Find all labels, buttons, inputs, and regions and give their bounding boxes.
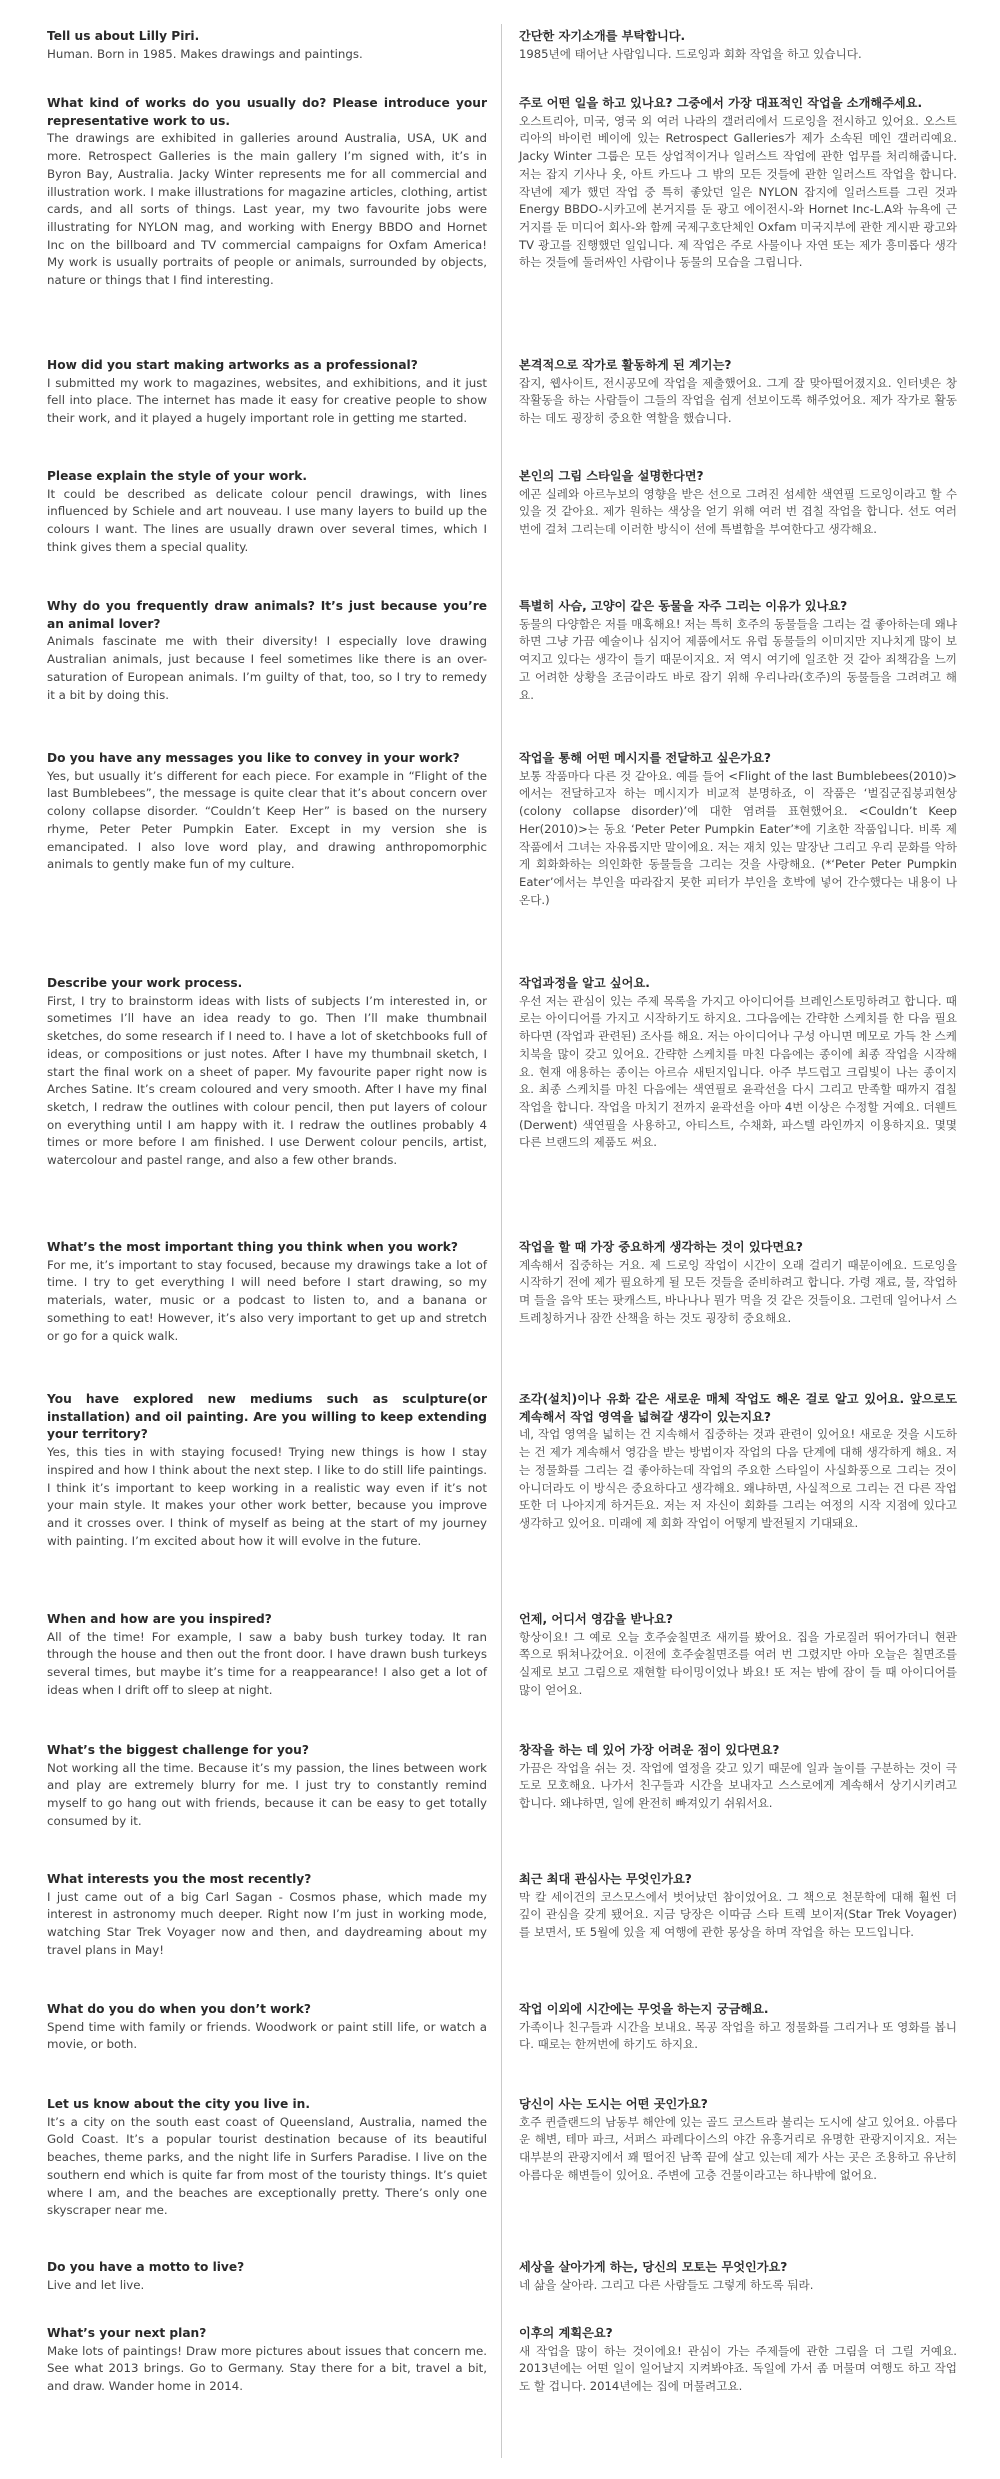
english-column — [47, 95, 487, 290]
answer-ko: 보통 작품마다 다른 것 같아요. 예를 들어 <Flight of the last Bumblebees(2010)>에서는 전달하고자 하는 메시지가 비교적 분명하죠, 이 작품은 ‘벌집군집붕괴현상(colony collapse disorder)’에 대한 염려를 표현했어요. <Couldn’t Keep Her(2010)>는 동요 ‘Peter Peter Pumpkin Eater’*에 기초한 작품입니다. 비록 제 작품에서 그녀는 자유롭지만 말이에요. 저는 재치 있는 말장난 그리고 우리 문화를 악하게 회화화하는 의인화한 동물들을 그리는 것을 사랑해요. (*‘Peter Peter Pumpkin Eater’에서는 부인을 따라잡지 못한 피터가 부인을 호박에 넣어 간수했다는 내용이 나온다.) — [519, 768, 957, 907]
korean-column — [519, 95, 957, 272]
question-ko: 창작을 하는 데 있어 가장 어려운 점이 있다면요? — [519, 1743, 780, 1757]
korean-column — [519, 750, 957, 909]
korean-column — [519, 975, 957, 1152]
question-ko: 조각(설치)이나 유화 같은 새로운 매체 작업도 해온 걸로 알고 있어요. 앞으로도 계속해서 작업 영역을 넓혀갈 생각이 있는지요? — [519, 1392, 957, 1424]
question-en: Describe your work process. — [47, 976, 243, 990]
english-column — [47, 2096, 487, 2220]
korean-column — [519, 28, 957, 63]
answer-ko: 가족이나 친구들과 시간을 보내요. 목공 작업을 하고 정물화를 그리거나 또 영화를 봅니다. 때로는 한꺼번에 하기도 하지요. — [519, 2019, 957, 2052]
question-ko: 최근 최대 관심사는 무엇인가요? — [519, 1872, 692, 1886]
question-en: Please explain the style of your work. — [47, 469, 307, 483]
answer-en: Not working all the time. Because it’s my passion, the lines between work and play are extremely blurry for me. I just try to constantly remind myself to go hang out with friends, because it can be easy to get totally consumed by it. — [47, 1760, 487, 1828]
korean-column — [519, 2001, 957, 2054]
korean-column — [519, 1742, 957, 1813]
question-en: Tell us about Lilly Piri. — [47, 29, 200, 43]
question-ko: 작업을 할 때 가장 중요하게 생각하는 것이 있다면요? — [519, 1240, 804, 1254]
answer-ko: 1985년에 태어난 사람입니다. 드로잉과 회화 작업을 하고 있습니다. — [519, 46, 862, 61]
answer-en: Make lots of paintings! Draw more pictures about issues that concern me. See what 2013 brings. Go to Germany. Stay there for a bit, travel a bit, and draw. Wander home in 2014. — [47, 2343, 487, 2394]
english-column — [47, 1391, 487, 1550]
korean-column — [519, 2325, 957, 2396]
column-divider — [501, 24, 502, 2458]
answer-ko: 네, 작업 영역을 넓히는 건 지속해서 집중하는 것과 관련이 있어요! 새로운 것을 시도하는 건 제가 계속해서 영감을 받는 방법이자 작업의 다음 단계에 대해 생각하게 해요. 저는 정물화를 그리는 걸 좋아하는데 작업의 주요한 스타일이 사실화풍으로 그리는 것이 아니더라도 이 방식은 중요하다고 생각해요. 왜냐하면, 사실적으로 그리는 건 다른 작업 또한 더 나아지게 하거든요. 저는 저 자신이 회화를 그리는 여정의 시작 지점에 있다고 생각하고 있어요. 미래에 제 회화 작업이 어떻게 발전될지 기대돼요. — [519, 1427, 957, 1530]
english-column — [47, 1239, 487, 1345]
answer-en: Animals fascinate me with their diversity! I especially love drawing Australian animals, just because I feel sometimes like there is an over-saturation of European animals. I’m guilty of that, too, so I try to remedy it a bit by doing this. — [47, 634, 487, 702]
english-column — [47, 468, 487, 557]
english-column — [47, 750, 487, 874]
question-en: Why do you frequently draw animals? It’s just because you’re an animal lover? — [47, 599, 487, 631]
question-en: When and how are you inspired? — [47, 1612, 272, 1626]
answer-ko: 호주 퀸즐랜드의 남동부 해안에 있는 골드 코스트라 불리는 도시에 살고 있어요. 아름다운 해변, 테마 파크, 서퍼스 파레다이스의 야간 유흥거리로 유명한 관광지이지요. 저는 대부분의 관광지에서 꽤 떨어진 남쪽 끝에 살고 있는데 제가 사는 곳은 조용하고 유난히 아름다운 해변들이 있어요. 주변에 고층 건물이라고는 하나밖에 없어요. — [519, 2114, 957, 2182]
question-en: What do you do when you don’t work? — [47, 2002, 311, 2016]
korean-column — [519, 598, 957, 704]
question-en: What’s the most important thing you think when you work? — [47, 1240, 458, 1254]
question-ko: 간단한 자기소개를 부탁합니다. — [519, 29, 686, 43]
answer-ko: 잡지, 웹사이트, 전시공모에 작업을 제출했어요. 그게 잘 맞아떨어졌지요. 인터넷은 창작활동을 하는 사람들이 그들의 작업을 쉽게 선보이도록 해주었어요. 제가 작가로 활동하는 데도 굉장히 중요한 역할을 했습니다. — [519, 375, 957, 426]
answer-en: Yes, but usually it’s different for each piece. For example in “Flight of the last Bumblebees”, the message is quite clear that it’s about concern over colony collapse disorder. “Couldn’t Keep Her” is based on the nursery rhyme, Peter Peter Pumpkin Eater. Except in my version she is emancipated. I also love word play, and drawing anthropomorphic animals to gently make fun of my culture. — [47, 768, 487, 872]
english-column — [47, 28, 487, 63]
korean-column — [519, 1239, 957, 1328]
answer-ko: 가끔은 작업을 쉬는 것. 작업에 열정을 갖고 있기 때문에 일과 놀이를 구분하는 것이 극도로 모호해요. 나가서 친구들과 시간을 보내자고 스스로에게 계속해서 상기시키려고 합니다. 왜냐하면, 일에 완전히 빠져있기 쉬워서요. — [519, 1760, 957, 1811]
question-ko: 작업 이외에 시간에는 무엇을 하는지 궁금해요. — [519, 2002, 769, 2016]
answer-en: Yes, this ties in with staying focused! Trying new things is how I stay inspired and how I think about the next step. I like to do still life paintings. I think it’s important to keep working in a realistic way even if it’s not your main style. It makes your other work better, because you improve and it crosses over. I think of myself as being at the start of my journey with painting. I’m excited about how it will evolve in the future. — [47, 1445, 487, 1548]
question-ko: 본인의 그림 스타일을 설명한다면? — [519, 469, 704, 483]
answer-ko: 오스트리아, 미국, 영국 외 여러 나라의 갤러리에서 드로잉을 전시하고 있어요. 오스트리아의 바이런 베이에 있는 Retrospect Galleries가 제가 소속된 메인 갤러리예요. Jacky Winter 그룹은 모든 상업적이거나 일러스트 작업에 관한 업무를 처리해줍니다. 저는 잡지 기사나 옷, 아트 카드나 그 밖의 모든 것들에 관한 일러스트 작업을 합니다. 작년에 제가 했던 작업 중 특히 좋았던 일은 NYLON 잡지에 일러스트를 그린 것과 Energy BBDO-시카고에 본거지를 둔 광고 에이전시-와 Hornet Inc-L.A와 뉴욕에 근거지를 둔 미디어 회사-와 함께 국제구호단체인 Oxfam 미국지부에 관한 게시판 광고와 TV 광고를 진행했던 일입니다. 제 작업은 주로 사물이나 자연 또는 제가 흥미롭다 생각하는 것들에 둘러싸인 사람이나 동물의 모습을 그립니다. — [519, 113, 957, 270]
english-column — [47, 598, 487, 704]
question-ko: 작업을 통해 어떤 메시지를 전달하고 싶은가요? — [519, 751, 771, 765]
question-ko: 당신이 사는 도시는 어떤 곳인가요? — [519, 2097, 708, 2111]
question-ko: 세상을 살아가게 하는, 당신의 모토는 무엇인가요? — [519, 2260, 788, 2274]
english-column — [47, 1611, 487, 1700]
answer-en: First, I try to brainstorm ideas with lists of subjects I’m interested in, or sometimes I’ll have an idea ready to go. Then I’ll make thumbnail sketches, do some research if I need to. I have a lot of sketchbooks full of ideas, or compositions or just notes. After I have my thumbnail sketch, I start the final work on a sheet of paper. My favourite paper right now is Arches Satine. It’s cream coloured and very smooth. After I have my final sketch, I redraw the outlines with colour pencil, then put layers of colour on everything until I am happy with it. I redraw the outlines probably 4 times or more before I am finished. I use Derwent colour pencils, artist, watercolour and pastel range, and also a few other brands. — [47, 993, 487, 1168]
question-en: What interests you the most recently? — [47, 1872, 312, 1886]
answer-ko: 에곤 실레와 아르누보의 영향을 받은 선으로 그려진 섬세한 색연필 드로잉이라고 할 수 있을 것 같아요. 제가 원하는 색상을 얻기 위해 여러 번 겹칠 작업을 합니다. 선도 여러 번에 걸쳐 그리는데 이러한 방식이 선에 특별함을 부여한다고 생각해요. — [519, 486, 957, 537]
korean-column — [519, 1611, 957, 1700]
english-column — [47, 1742, 487, 1831]
answer-ko: 항상이요! 그 예로 오늘 호주숲칠면조 새끼를 봤어요. 집을 가로질러 뛰어가더니 현관 쪽으로 뛰쳐나갔어요. 이전에 호주숲칠면조를 여러 번 그렸지만 아마 오늘은 칠면조를 실제로 보고 그림으로 재현할 타이밍이었나 봐요! 또 저는 밤에 잠이 들 때 아이디어를 많이 얻어요. — [519, 1629, 957, 1697]
question-en: What kind of works do you usually do? Please introduce your representative work to us. — [47, 96, 487, 128]
answer-en: Human. Born in 1985. Makes drawings and paintings. — [47, 46, 363, 61]
korean-column — [519, 2259, 957, 2294]
question-en: What’s your next plan? — [47, 2326, 207, 2340]
question-ko: 본격적으로 작가로 활동하게 된 계기는? — [519, 358, 732, 372]
english-column — [47, 2325, 487, 2396]
english-column — [47, 975, 487, 1170]
question-en: Do you have a motto to live? — [47, 2260, 245, 2274]
answer-en: The drawings are exhibited in galleries around Australia, USA, UK and more. Retrospect Galleries is the main gallery I’m signed with, it’s in Byron Bay, Australia. Jacky Winter represents me for all commercial and illustration work. I make illustrations for magazine articles, clothing, artist cards, and all sorts of things. Last year, my two favourite jobs were illustrating for NYLON mag, and working with Energy BBDO and Hornet Inc on the billboard and TV commercial campaigns for Oxfam America! My work is usually portraits of people or animals, surrounded by objects, nature or things that I find interesting. — [47, 131, 487, 288]
english-column — [47, 357, 487, 428]
answer-ko: 막 칼 세이건의 코스모스에서 벗어났던 참이었어요. 그 책으로 천문학에 대해 훨씬 더 깊이 관심을 갖게 됐어요. 지금 당장은 이따금 스타 트렉 보이저(Star Trek Voyager)를 보면서, 또 5월에 있을 제 여행에 관한 몽상을 하며 작업을 하는 모드입니다. — [519, 1889, 957, 1940]
korean-column — [519, 1391, 957, 1533]
korean-column — [519, 2096, 957, 2185]
answer-en: It could be described as delicate colour pencil drawings, with lines influenced by Schiele and art nouveau. I use many layers to build up the colours I want. The lines are usually drawn over several times, which I think gives them a special quality. — [47, 486, 487, 554]
question-en: What’s the biggest challenge for you? — [47, 1743, 309, 1757]
answer-en: I just came out of a big Carl Sagan - Cosmos phase, which made my interest in astronomy much deeper. Right now I’m just in working mode, watching Star Trek Voyager now and then, and daydreaming about my travel plans in May! — [47, 1889, 487, 1957]
question-en: How did you start making artworks as a professional? — [47, 358, 418, 372]
answer-en: Live and let live. — [47, 2277, 145, 2292]
question-en: Let us know about the city you live in. — [47, 2097, 310, 2111]
answer-ko: 동물의 다양함은 저를 매혹해요! 저는 특히 호주의 동물들을 그리는 걸 좋아하는데 왜냐하면 그냥 가끔 예술이나 심지어 제품에서도 유럽 동물들의 이미지만 지나치게 많이 보여지고 있다는 생각이 들기 때문이지요. 저 역시 여기에 일조한 것 같아 죄책감을 느끼고 어려한 상황을 조금이라도 바로 잡기 위해 우리나라(호주)의 동물들을 그려려고 해요. — [519, 616, 957, 702]
answer-en: It’s a city on the south east coast of Queensland, Australia, named the Gold Coast. It’s a popular tourist destination because of its beautiful beaches, theme parks, and the night life in Surfers Paradise. I live on the southern end which is quite far from most of the touristy things. It’s quiet where I am, and the beaches are exceptionally pretty. There’s only one skyscraper near me. — [47, 2114, 487, 2218]
english-column — [47, 2001, 487, 2054]
korean-column — [519, 468, 957, 539]
answer-en: For me, it’s important to stay focused, because my drawings take a lot of time. I try to get everything I will need before I start drawing, so my materials, water, music or a podcast to listen to, and a banana or something to eat! However, it’s also very important to get up and stretch or go for a quick walk. — [47, 1257, 487, 1343]
korean-column — [519, 357, 957, 428]
question-en: You have explored new mediums such as sculpture(or installation) and oil painting. Are you willing to keep extending your territory? — [47, 1392, 487, 1442]
question-ko: 작업과정을 알고 싶어요. — [519, 976, 650, 990]
answer-ko: 새 작업을 많이 하는 것이에요! 관심이 가는 주제들에 관한 그림을 더 그릴 거예요. 2013년에는 어떤 일이 일어날지 지켜봐야죠. 독일에 가서 좀 머물며 여행도 하고 작업도 할 겁니다. 2014년에는 집에 머물려고요. — [519, 2343, 957, 2394]
question-ko: 이후의 계획은요? — [519, 2326, 613, 2340]
english-column — [47, 1871, 487, 1960]
question-ko: 언제, 어디서 영감을 받나요? — [519, 1612, 673, 1626]
answer-ko: 네 삶을 살아라. 그리고 다른 사람들도 그렇게 하도록 둬라. — [519, 2277, 814, 2292]
answer-en: I submitted my work to magazines, websites, and exhibitions, and it just fell into place. The internet has made it easy for creative people to show their work, and it played a hugely important role in getting me started. — [47, 375, 487, 426]
question-ko: 특별히 사슴, 고양이 같은 동물을 자주 그리는 이유가 있나요? — [519, 599, 848, 613]
korean-column — [519, 1871, 957, 1942]
answer-en: Spend time with family or friends. Woodwork or paint still life, or watch a movie, or both. — [47, 2019, 487, 2052]
question-ko: 주로 어떤 일을 하고 있나요? 그중에서 가장 대표적인 작업을 소개해주세요. — [519, 96, 923, 110]
english-column — [47, 2259, 487, 2294]
answer-ko: 계속해서 집중하는 거요. 제 드로잉 작업이 시간이 오래 걸리기 때문이에요. 드로잉을 시작하기 전에 제가 필요하게 될 모든 것들을 준비하려고 합니다. 가령 재료, 물, 작업하며 들을 음악 또는 팟캐스트, 바나나나 뭔가 먹을 것 같은 것들이요. 그런데 일어나서 스트레칭하거나 잠깐 산책을 하는 것도 굉장히 중요해요. — [519, 1257, 957, 1325]
answer-ko: 우선 저는 관심이 있는 주제 목록을 가지고 아이디어를 브레인스토밍하려고 합니다. 때로는 아이디어를 가지고 시작하기도 하지요. 그다음에는 간략한 스케치를 한 다음 필요하다면 (작업과 관련된) 조사를 해요. 저는 아이디어나 구성 아니면 메모로 가득 찬 스케치북을 많이 갖고 있어요. 간략한 스케치를 마친 다음에는 종이에 최종 작업을 시작해요. 현재 애용하는 종이는 아르슈 새틴지입니다. 아주 부드럽고 크림빛이 나는 종이지요. 최종 스케치를 마친 다음에는 색연필로 윤곽선을 다시 그리고 만족할 때까지 겹칠 작업을 합니다. 작업을 마치기 전까지 윤곽선을 아마 4번 이상은 수정할 거예요. 더웬트(Derwent) 색연필을 사용하고, 아티스트, 수채화, 파스텔 라인까지 이용하지요. 몇몇 다른 브랜드의 제품도 써요. — [519, 993, 957, 1150]
answer-en: All of the time! For example, I saw a baby bush turkey today. It ran through the house and then out the front door. I have drawn bush turkeys several times, but maybe it’s time for a reappearance! I also get a lot of ideas when I drift off to sleep at night. — [47, 1629, 487, 1697]
question-en: Do you have any messages you like to convey in your work? — [47, 751, 460, 765]
